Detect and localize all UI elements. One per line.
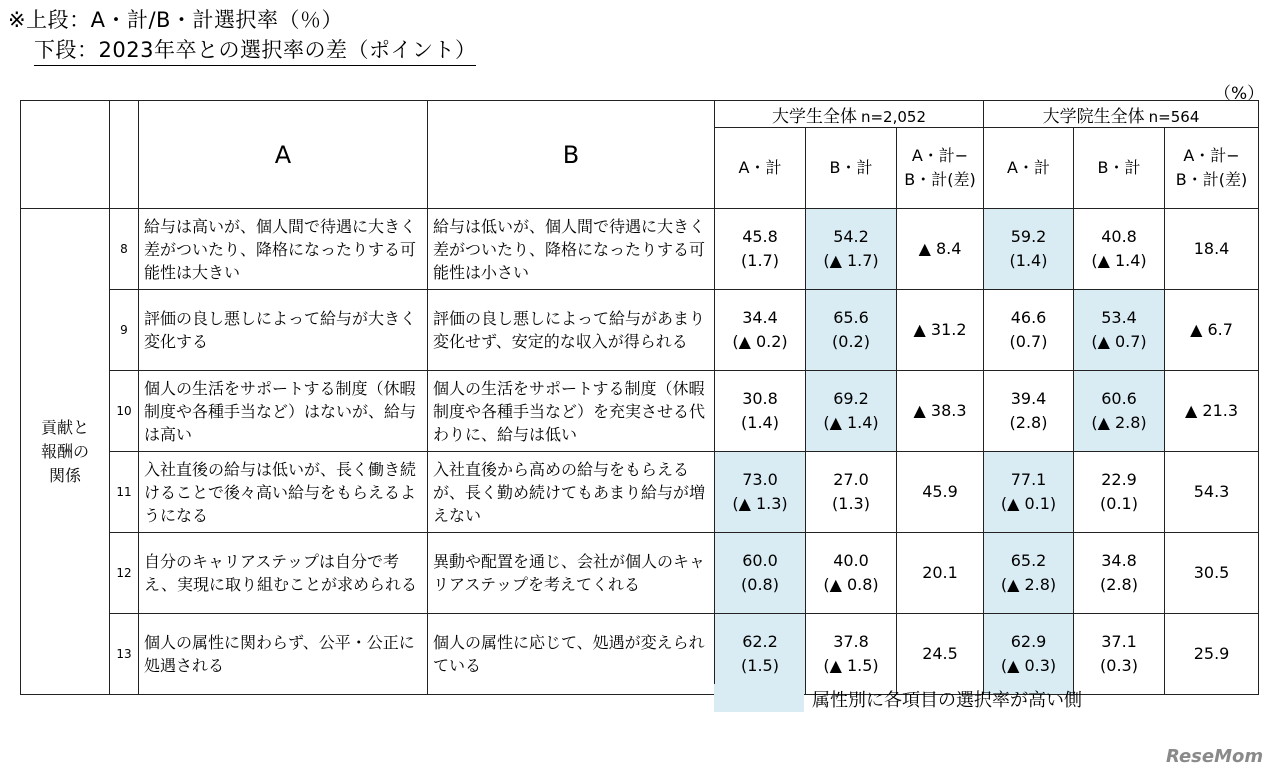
statement-a: 自分のキャリアステップは自分で考え、実現に取り組むことが求められる [139, 533, 428, 614]
grad-diff-value: 54.3 [1165, 452, 1259, 533]
diff-value: (▲ 1.7) [823, 251, 879, 270]
grad-a-value [984, 290, 1074, 371]
subheader-b-total: B・計 [1074, 128, 1165, 209]
row-number: 9 [110, 290, 139, 371]
subheader-b-total: B・計 [806, 128, 897, 209]
value: 60.6 [1101, 389, 1137, 408]
univ-b-value [806, 452, 897, 533]
value: 34.8 [1101, 551, 1137, 570]
univ-b-value [806, 209, 897, 290]
univ-a-value [715, 371, 806, 452]
diff-value: (0.3) [1100, 656, 1138, 675]
value: 39.4 [1010, 389, 1047, 408]
statement-a: 個人の生活をサポートする制度（休暇制度や各種手当など）はないが、給与は高い [139, 371, 428, 452]
statement-a: 給与は高いが、個人間で待遇に大きく差がついたり、降格になったりする可能性は大きい [139, 209, 428, 290]
header-group-graduate [984, 101, 1259, 128]
grad-a-value [984, 614, 1074, 695]
group-n: n=2,052 [860, 107, 927, 126]
value: 40.0 [833, 551, 869, 570]
subheader-a-total: A・計 [984, 128, 1074, 209]
value: 62.2 [742, 632, 778, 651]
univ-diff-value: 45.9 [897, 452, 984, 533]
diff-value: (2.8) [1009, 413, 1048, 432]
diff-value: (▲ 2.8) [1000, 575, 1057, 594]
value: 46.6 [1010, 308, 1047, 327]
diff-line-2: B・計(差) [904, 170, 976, 189]
table-row [21, 614, 1259, 695]
row-number: 11 [110, 452, 139, 533]
value: 30.8 [742, 389, 778, 408]
note-line-2: 下段：2023年卒との選択率の差（ポイント） [34, 34, 476, 66]
diff-value: (▲ 1.5) [823, 656, 879, 675]
diff-value: (▲ 2.8) [1091, 413, 1147, 432]
statement-b: 個人の生活をサポートする制度（休暇制度や各種手当など）を充実させる代わりに、給与は低い [428, 371, 715, 452]
grad-diff-value: ▲ 21.3 [1165, 371, 1259, 452]
diff-value: (▲ 0.2) [732, 332, 788, 351]
subheader-a-total: A・計 [715, 128, 806, 209]
diff-value: (▲ 0.7) [1091, 332, 1147, 351]
value: 69.2 [833, 389, 869, 408]
value: 59.2 [1010, 227, 1047, 246]
row-number: 12 [110, 533, 139, 614]
statement-b: 入社直後から高めの給与をもらえるが、長く勤め続けてもあまり給与が増えない [428, 452, 715, 533]
header-blank-number [110, 101, 139, 209]
diff-line-1: A・計− [911, 146, 969, 165]
statement-b: 給与は低いが、個人間で待遇に大きく差がついたり、降格になったりする可能性は小さい [428, 209, 715, 290]
group-label: 大学生全体 [771, 106, 857, 127]
category-line-3: 関係 [48, 465, 81, 485]
grad-a-value [984, 209, 1074, 290]
univ-a-value [715, 452, 806, 533]
table-row [21, 371, 1259, 452]
value: 45.8 [742, 227, 778, 246]
diff-value: (0.8) [741, 575, 779, 594]
diff-value: (▲ 1.4) [1091, 251, 1147, 270]
diff-value: (1.4) [741, 413, 779, 432]
table-row [21, 533, 1259, 614]
resemom-logo: ReseMom [1166, 746, 1264, 767]
grad-b-value [1074, 452, 1165, 533]
diff-value: (1.7) [741, 251, 779, 270]
univ-diff-value: 24.5 [897, 614, 984, 695]
diff-value: (0.2) [832, 332, 870, 351]
survey-table [20, 100, 1259, 695]
grad-diff-value: 30.5 [1165, 533, 1259, 614]
table-row [21, 209, 1259, 290]
diff-value: (▲ 0.8) [823, 575, 879, 594]
note-line-1: ※上段：A・計/B・計選択率（％） [8, 8, 343, 32]
diff-value: (0.1) [1100, 494, 1138, 513]
value: 22.9 [1101, 470, 1137, 489]
group-label: 大学院生全体 [1042, 106, 1145, 127]
value: 53.4 [1101, 308, 1137, 327]
diff-value: (▲ 0.1) [1000, 494, 1057, 513]
grad-b-value [1074, 290, 1165, 371]
value: 27.0 [833, 470, 869, 489]
univ-a-value [715, 614, 806, 695]
category-cell [21, 209, 110, 695]
diff-value: (0.7) [1009, 332, 1048, 351]
value: 77.1 [1010, 470, 1047, 489]
grad-diff-value: 18.4 [1165, 209, 1259, 290]
value: 54.2 [833, 227, 869, 246]
univ-b-value [806, 371, 897, 452]
row-number: 10 [110, 371, 139, 452]
statement-b: 異動や配置を通じ、会社が個人のキャリアステップを考えてくれる [428, 533, 715, 614]
legend-label: 属性別に各項目の選択率が高い側 [812, 690, 1082, 711]
diff-value: (1.4) [1009, 251, 1048, 270]
univ-a-value [715, 290, 806, 371]
univ-diff-value: ▲ 8.4 [897, 209, 984, 290]
univ-b-value [806, 614, 897, 695]
univ-diff-value: ▲ 31.2 [897, 290, 984, 371]
value: 37.8 [833, 632, 869, 651]
table-row [21, 290, 1259, 371]
univ-diff-value: ▲ 38.3 [897, 371, 984, 452]
header-col-b: B [428, 101, 715, 209]
value: 60.0 [742, 551, 778, 570]
category-line-1: 貢献と [40, 417, 89, 437]
grad-a-value [984, 371, 1074, 452]
header-col-a: A [139, 101, 428, 209]
grad-diff-value: ▲ 6.7 [1165, 290, 1259, 371]
header-blank-category [21, 101, 110, 209]
diff-value: (▲ 0.3) [1000, 656, 1057, 675]
grad-b-value [1074, 209, 1165, 290]
table-row [21, 452, 1259, 533]
univ-b-value [806, 290, 897, 371]
grad-a-value [984, 452, 1074, 533]
statement-a: 個人の属性に関わらず、公平・公正に処遇される [139, 614, 428, 695]
statement-b: 個人の属性に応じて、処遇が変えられている [428, 614, 715, 695]
grad-b-value [1074, 533, 1165, 614]
diff-value: (▲ 1.4) [823, 413, 879, 432]
grad-a-value [984, 533, 1074, 614]
diff-value: (1.5) [741, 656, 779, 675]
univ-diff-value: 20.1 [897, 533, 984, 614]
value: 37.1 [1101, 632, 1137, 651]
legend-swatch [714, 684, 804, 712]
header-group-university [715, 101, 984, 128]
univ-a-value [715, 533, 806, 614]
subheader-diff [897, 128, 984, 209]
univ-a-value [715, 209, 806, 290]
diff-line-2: B・計(差) [1175, 170, 1248, 189]
row-number: 13 [110, 614, 139, 695]
subheader-diff [1165, 128, 1259, 209]
row-number: 8 [110, 209, 139, 290]
diff-value: (▲ 1.3) [732, 494, 788, 513]
value: 73.0 [742, 470, 778, 489]
value: 62.9 [1010, 632, 1047, 651]
statement-a: 評価の良し悪しによって給与が大きく変化する [139, 290, 428, 371]
value: 40.8 [1101, 227, 1137, 246]
value: 65.2 [1010, 551, 1047, 570]
group-n: n=564 [1148, 107, 1200, 126]
value: 34.4 [742, 308, 778, 327]
univ-b-value [806, 533, 897, 614]
grad-b-value [1074, 614, 1165, 695]
diff-value: (2.8) [1100, 575, 1138, 594]
diff-value: (1.3) [832, 494, 870, 513]
statement-a: 入社直後の給与は低いが、長く働き続けることで後々高い給与をもらえるようになる [139, 452, 428, 533]
grad-b-value [1074, 371, 1165, 452]
diff-line-1: A・計− [1183, 146, 1240, 165]
value: 65.6 [833, 308, 869, 327]
statement-b: 評価の良し悪しによって給与があまり変化せず、安定的な収入が得られる [428, 290, 715, 371]
category-line-2: 報酬の [40, 441, 89, 461]
unit-label: （%） [1214, 84, 1265, 104]
grad-diff-value: 25.9 [1165, 614, 1259, 695]
